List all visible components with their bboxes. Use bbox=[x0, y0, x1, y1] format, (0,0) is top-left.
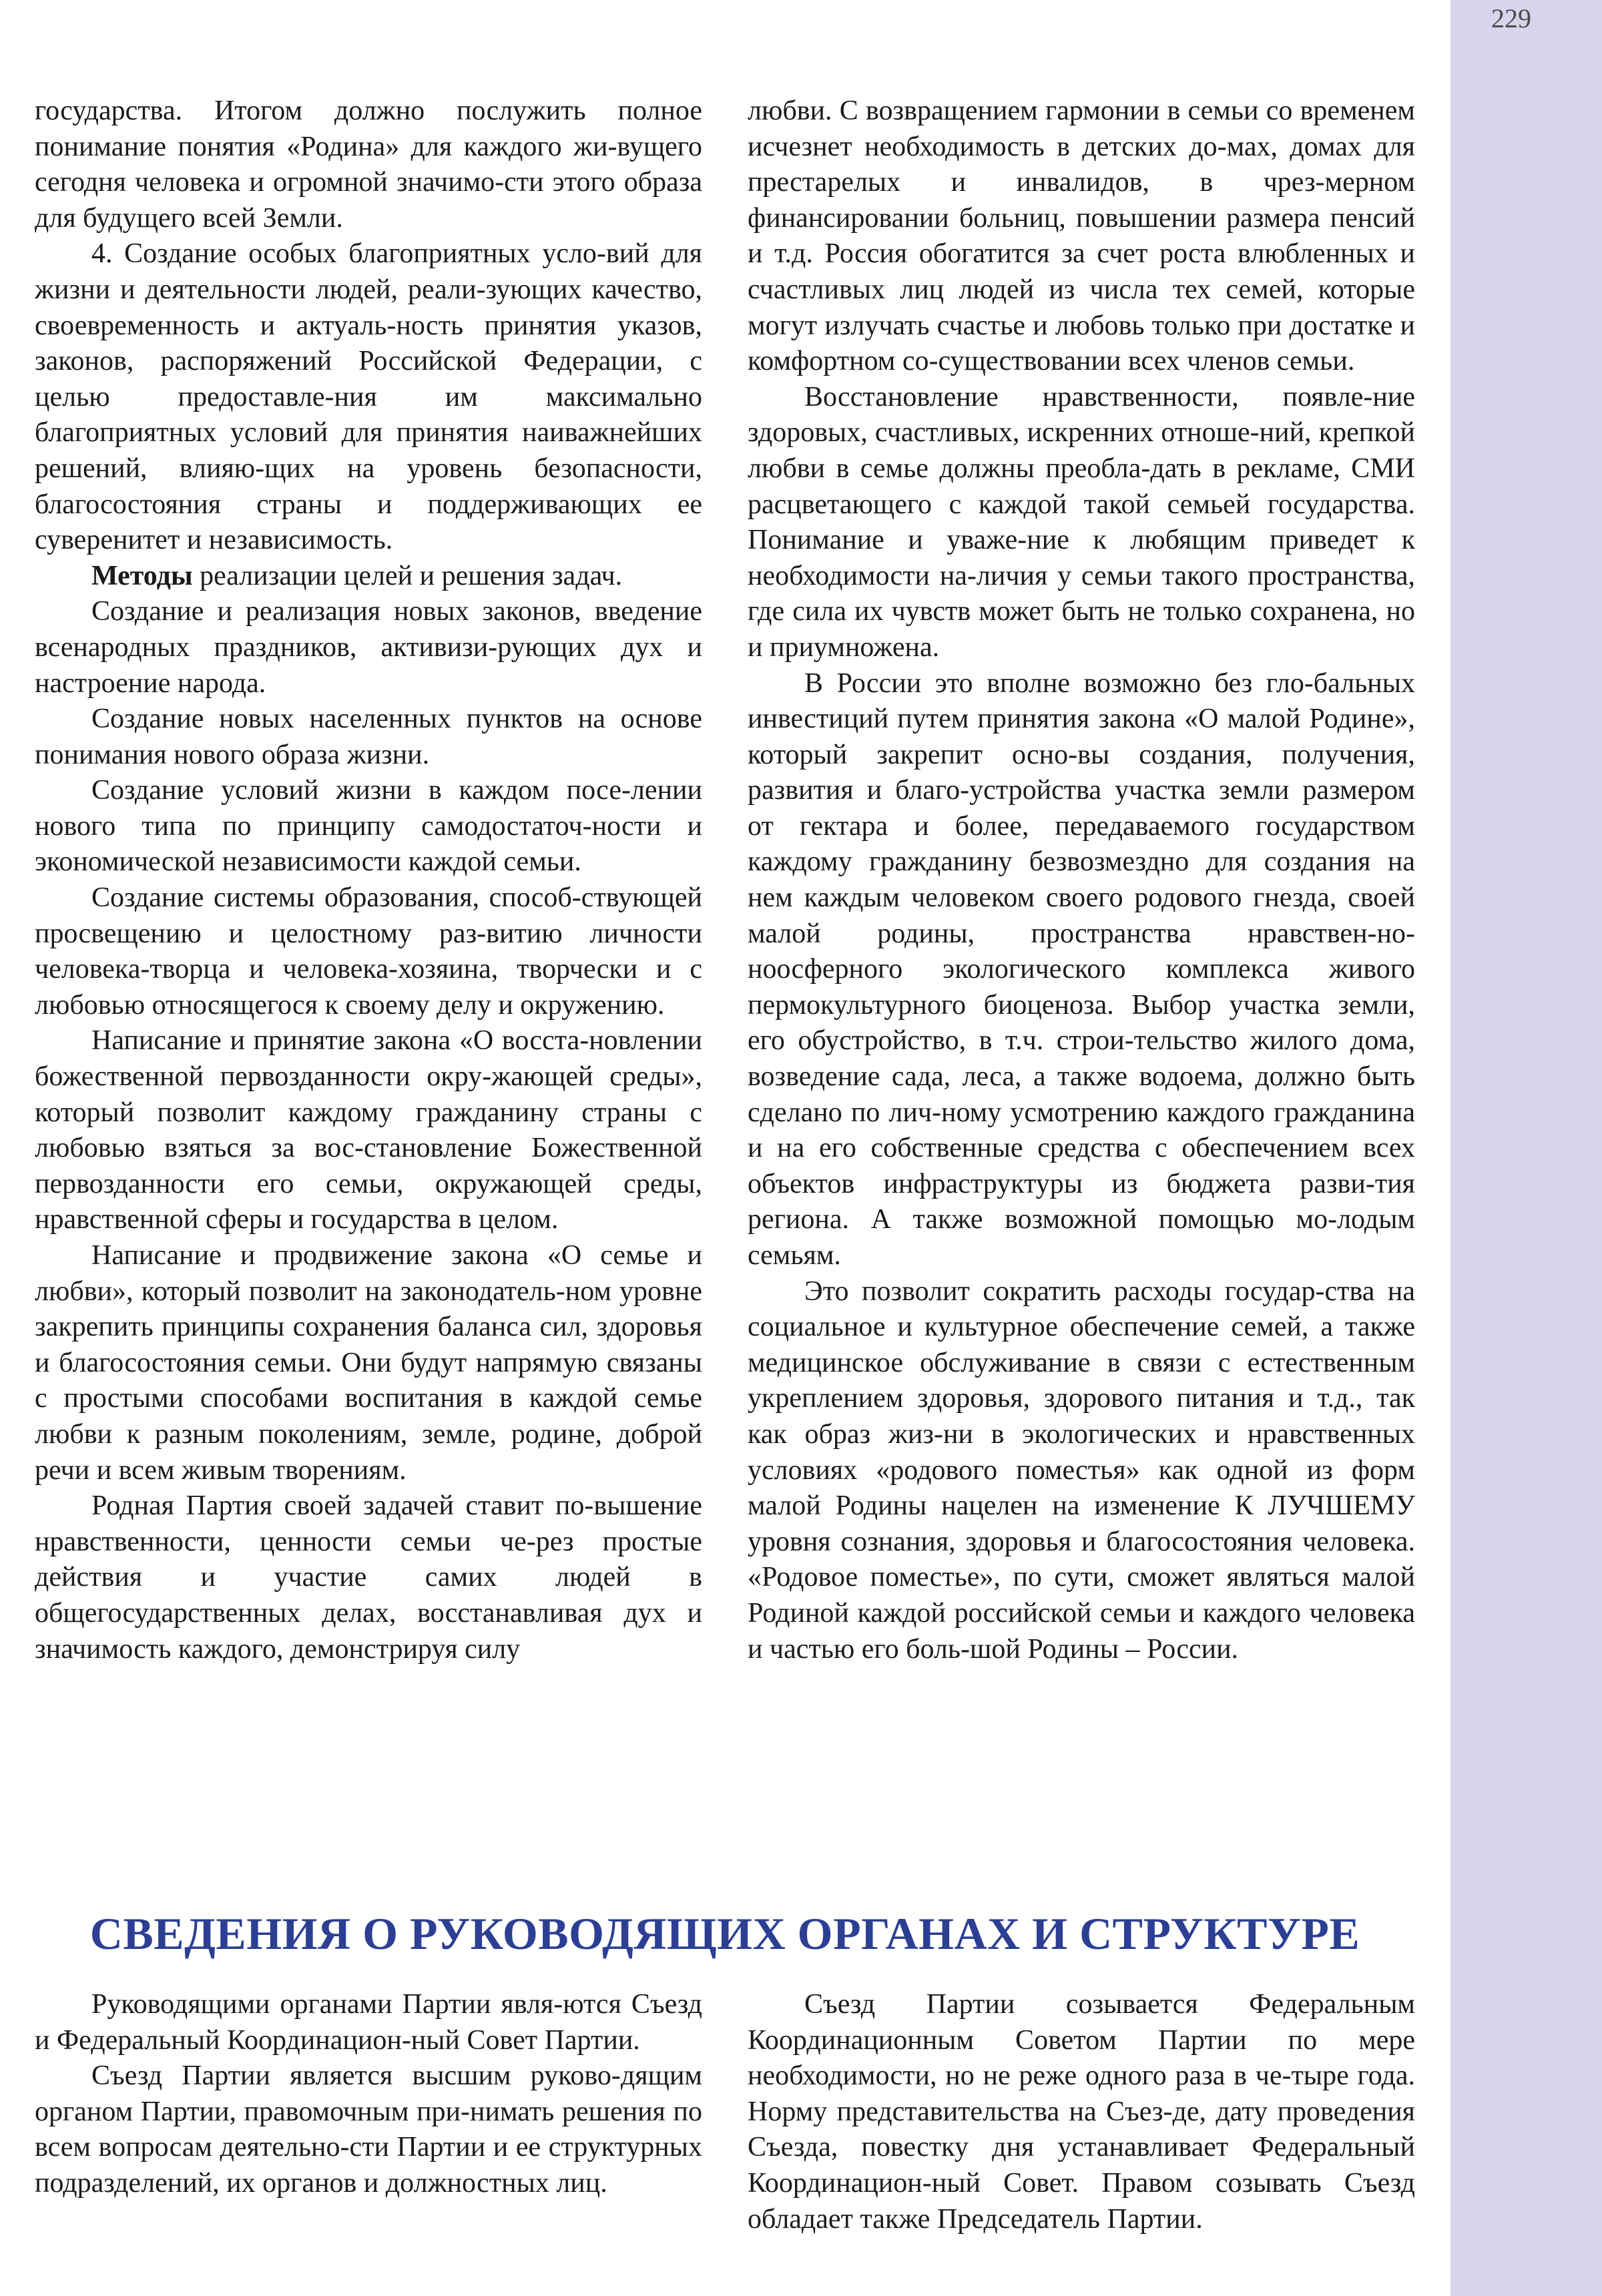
paragraph-methods bbox=[35, 559, 702, 595]
paragraph: Создание условий жизни в каждом посе-лении нового типа по принципу самодостаточ-ности и экономической независимости каждой семьи. bbox=[35, 775, 702, 878]
right-column-bottom bbox=[748, 1987, 1415, 2237]
paragraph: Это позволит сократить расходы государ-ства на социальное и культурное обеспечение семей, а также медицинское обслуживание в связи с естественным укреплением здоровья, здорового питания и т.д., так как образ жиз-ни в экологических и нравственных условиях «родового поместья» как одной из форм малой Родины нацелен на изменение К ЛУЧШЕМУ уровня сознания, здоровья и благосостояния человека. «Родовое поместье», по сути, сможет являться малой Родиной каждой российской семьи и каждого человека и частью его боль-шой Родины – России. bbox=[748, 1275, 1415, 1665]
paragraph: В России это вполне возможно без гло-бальных инвестиций путем принятия закона «О малой Родине», который закрепит осно-вы создания, получения, развития и благо-устройства участка земли размером от гектара и более, передаваемого государством каждому гражданину безвозмездно для создания на нем каждым человеком своего родового гнезда, своей малой родины, пространства нравствен-но-ноосферного экологического комплекса живого пермокультурного биоценоза. Выбор участка земли, его обустройство, в т.ч. строи-тельство жилого дома, возведение сада, леса, а также водоема, должно быть сделано по лич-ному усмотрению каждого гражданина и на его собственные средства с обеспечением всех объектов инфраструктуры из бюджета разви-тия региона. А также возможной помощью мо-лодым семьям. bbox=[748, 667, 1415, 1271]
methods-text: реализации целей и решения задач. bbox=[192, 560, 623, 591]
left-column-top bbox=[35, 93, 702, 1667]
paragraph: любви. С возвращением гармонии в семьи со временем исчезнет необходимость в детских до-мах, домах для престарелых и инвалидов, в чрез-мерном финансировании больниц, повышении размера пенсий и т.д. Россия обогатится за счет роста влюбленных и счастливых лиц людей из числа тех семей, которые могут излучать счастье и любовь только при достатке и комфортном со-существовании всех членов семьи. bbox=[748, 95, 1415, 377]
paragraph: Создание и реализация новых законов, введение всенародных праздников, активизи-рующих дух и настроение народа. bbox=[35, 596, 702, 699]
paragraph: Родная Партия своей задачей ставит по-вышение нравственности, ценности семьи че-рез простые действия и участие самих людей в общегосударственных делах, восстанавливая дух и значимость каждого, демонстрируя силу bbox=[35, 1490, 702, 1665]
paragraph: Восстановление нравственности, появле-ние здоровых, счастливых, искренних отноше-ний, крепкой любви в семье должны преобла-дать в рекламе, СМИ расцветающего с каждой такой семьей государства. Понимание и уваже-ние к любящим приведет к необходимости на-личия у семьи такого пространства, где сила их чувств может быть не только сохранена, но и приумножена. bbox=[748, 381, 1415, 663]
paragraph: Написание и принятие закона «О восста-новлении божественной первозданности окру-жающей среды», который позволит каждому гражданину страны с любовью взяться за вос-становление Божественной первозданности его семьи, окружающей среды, нравственной сферы и государства в целом. bbox=[35, 1025, 702, 1235]
section-heading: СВЕДЕНИЯ О РУКОВОДЯЩИХ ОРГАНАХ И СТРУКТУРЕ bbox=[89, 1908, 1360, 1959]
paragraph: Написание и продвижение закона «О семье и любви», который позволит на законодатель-ном уровне закрепить принципы сохранения баланса сил, здоровья и благосостояния семьи. Они будут напрямую связаны с простыми способами воспитания в каждой семье любви к разным поколениям, земле, родине, доброй речи и всем живым творениям. bbox=[35, 1240, 702, 1486]
left-column-bottom bbox=[35, 1987, 702, 2202]
methods-label: Методы bbox=[91, 560, 193, 591]
paragraph: государства. Итогом должно послужить полное понимание понятия «Родина» для каждого жи-вущего сегодня человека и огромной значимо-сти этого образа для будущего всей Земли. bbox=[35, 95, 702, 234]
side-strip bbox=[1450, 0, 1602, 2296]
paragraph: Съезд Партии созывается Федеральным Координационным Советом Партии по мере необходимости, но не реже одного раза в че-тыре года. Норму представительства на Съез-де, дату проведения Съезда, повестку дня устанавливает Федеральный Координацион-ный Совет. Правом созывать Съезд обладает также Председатель Партии. bbox=[748, 1989, 1415, 2235]
paragraph: Создание системы образования, способ-ствующей просвещению и целостному раз-витию личности человека-творца и человека-хозяина, творчески и с любовью относящегося к своему делу и окружению. bbox=[35, 882, 702, 1021]
right-column-top bbox=[748, 93, 1415, 1667]
paragraph: Руководящими органами Партии явля-ются Съезд и Федеральный Координацион-ный Совет Партии. bbox=[35, 1989, 702, 2056]
paragraph: Съезд Партии является высшим руково-дящим органом Партии, правомочным при-нимать решения по всем вопросам деятельно-сти Партии и ее структурных подразделений, их органов и должностных лиц. bbox=[35, 2060, 702, 2199]
paragraph: 4. Создание особых благоприятных усло-вий для жизни и деятельности людей, реали-зующих качество, своевременность и актуаль-ность принятия указов, законов, распоряжений Российской Федерации, с целью предоставле-ния им максимально благоприятных условий для принятия наиважнейших решений, влияю-щих на уровень безопасности, благосостояния страны и поддерживающих ее суверенитет и независимость. bbox=[35, 238, 702, 556]
page-number: 229 bbox=[1491, 3, 1531, 33]
paragraph: Создание новых населенных пунктов на основе понимания нового образа жизни. bbox=[35, 703, 702, 770]
